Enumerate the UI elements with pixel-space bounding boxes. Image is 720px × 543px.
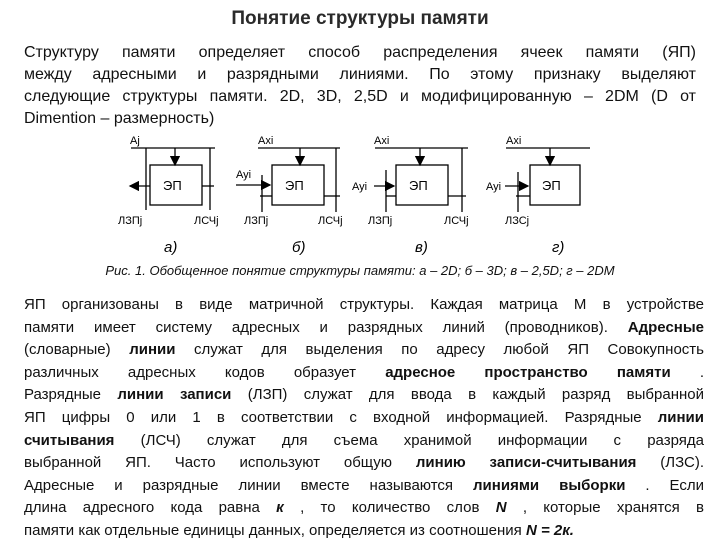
address-line-label: Aj (130, 135, 140, 147)
cell-label: ЭП (409, 178, 428, 193)
cell-label: ЭП (542, 178, 561, 193)
body-line (24, 520, 704, 543)
address-x-label: Axi (506, 135, 522, 147)
text: (ЛСЧ) служат для съема хранимой информации с разряда (140, 431, 704, 449)
formula: N = 2к. (525, 521, 574, 539)
address-y-label: Ayi (486, 181, 502, 193)
variant-label: в) (415, 239, 428, 256)
variant-label: а) (164, 239, 178, 256)
term: линии записи (117, 386, 232, 404)
text: ЯП цифры 0 или 1 в соответствии с входной информацией. Разрядные (24, 408, 642, 426)
term: линию записи-считывания (415, 454, 637, 472)
body-line (24, 475, 704, 498)
body-line (24, 317, 704, 340)
body-line (24, 430, 704, 453)
intro-line: следующие структуры памяти. 2D, 3D, 2,5D и модифицированную – 2DM (D от (24, 88, 696, 105)
address-y-label: Ayi (236, 169, 252, 181)
body-line (24, 497, 704, 520)
figure-caption: Рис. 1. Обобщенное понятие структуры памяти: а – 2D; б – 3D; в – 2,5D; г – 2DM (105, 263, 615, 278)
page-title: Понятие структуры памяти (231, 8, 489, 29)
term: Адресные (627, 318, 704, 336)
read-line-label: ЛСЧj (318, 215, 343, 227)
write-line-label: ЛЗПj (118, 215, 143, 227)
write-line-label: ЛЗПj (368, 215, 393, 227)
read-line-label: ЛСЧj (194, 215, 219, 227)
write-line-label: ЛЗПj (244, 215, 269, 227)
intro-line: Структуру памяти определяет способ распределения ячеек памяти (ЯП) (24, 44, 696, 61)
intro-line: между адресными и разрядными линиями. По этому признаку выделяют (24, 66, 696, 83)
term: считывания (24, 431, 115, 449)
text: различных адресных кодов образует (24, 363, 357, 381)
body-line (24, 294, 704, 317)
text: памяти как отдельные единицы данных, определяется из соотношения (24, 521, 522, 539)
text: Разрядные (24, 386, 102, 404)
term: линии (129, 341, 176, 359)
term: адресное пространство памяти (385, 363, 671, 381)
text: (ЛЗП) служат для ввода в каждый разряд выбранной (247, 386, 704, 404)
text: выбранной ЯП. Часто используют общую (24, 454, 393, 472)
read-write-line-label: ЛЗСj (505, 215, 530, 227)
term: линиями выборки (473, 476, 626, 494)
cell-label: ЭП (285, 178, 304, 193)
term: линии (657, 408, 705, 426)
body-paragraph (24, 294, 704, 543)
body-line (24, 339, 704, 362)
text: памяти имеет систему адресных и разрядных линий (проводников). (24, 318, 608, 336)
cell-label: ЭП (163, 178, 182, 193)
body-line (24, 362, 704, 385)
text: длина адресного кода равна (24, 499, 260, 517)
text: , то количество слов (300, 499, 480, 517)
intro-line: Dimention – размерность) (24, 110, 215, 127)
text: (словарные) (24, 341, 111, 359)
text: ЯП организованы в виде матричной структуры. Каждая матрица М в устройстве (24, 296, 704, 313)
text: . (699, 363, 705, 381)
body-line (24, 384, 704, 407)
text: служат для выделения по адресу любой ЯП Совокупность (193, 341, 704, 359)
variant-label: г) (552, 239, 565, 256)
body-line (24, 452, 704, 475)
address-x-label: Axi (258, 135, 274, 147)
term: к (276, 499, 284, 517)
term: N (495, 499, 507, 517)
address-y-label: Ayi (352, 181, 368, 193)
text: Адресные и разрядные линии вместе называются (24, 476, 454, 494)
variant-label: б) (292, 239, 306, 256)
read-line-label: ЛСЧj (444, 215, 469, 227)
text: . Если (645, 476, 705, 494)
body-line (24, 407, 704, 430)
address-x-label: Axi (374, 135, 390, 147)
text: , которые хранятся в (522, 499, 705, 517)
text: (ЛЗС). (660, 454, 704, 472)
